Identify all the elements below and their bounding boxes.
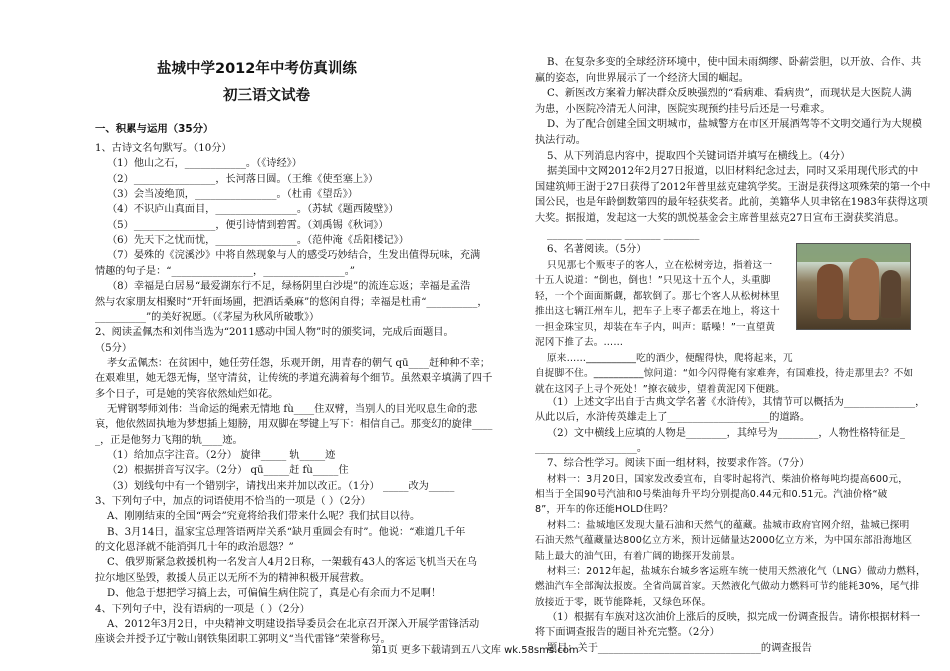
text-line: 情趣的句子是：“________________，________________。” — [95, 265, 356, 277]
text-line: 8”，开车的你还能HOLD住吗？ — [535, 504, 673, 516]
text-line: 陆上最大的油气田，有着广阔的勘探开发前景。 — [535, 550, 741, 562]
text-line: 放接近于零，既节能降耗，又绿色环保。 — [535, 596, 712, 608]
text-line: （8）幸福是白居易“最爱湖东行不足，绿杨阴里白沙堤”的流连忘返；幸福是孟浩 — [107, 281, 471, 293]
text-line: 燃油汽车全部淘汰报废。全省尚属首家。天然液化气做动力燃料可节约能耗30%，尾气排 — [535, 581, 920, 593]
reading-line: 只见那七个贩枣子的客人，立在松树旁边，指着这一 — [547, 260, 773, 271]
text-line: （1）给加点字注音。（2分） 旋律_____ 轨_____迹 — [107, 450, 336, 461]
text-line: 5、从下列消息内容中，提取四个关键词语并填写在横线上。（4分） — [547, 150, 851, 162]
text-line: C、新医改方案着力解决群众反映强烈的“看病难、看病贵”，而现状是大医院人满 — [547, 88, 912, 100]
text-line: D、为了配合创建全国文明城市，盐城警方在市区开展酒驾等不文明交通行为大规模 — [547, 119, 922, 131]
text-line: 从此以后，水浒传英雄走上了____________________的道路。 — [535, 412, 811, 424]
illustration-photo — [796, 243, 911, 330]
text-line: （1）他山之石，____________。（《诗经》） — [107, 158, 302, 170]
reading-line: 推出这七辆江州车儿，把车子上枣子都丢在地上，将这十 — [535, 306, 780, 318]
reading-line: 泥冈下推了去。…… — [535, 337, 624, 348]
text-line: C、俄罗斯紧急救援机构一名发言人4月2日称，一架载有43人的客运飞机当天在乌 — [107, 557, 477, 569]
text-line: 4、下列句子中，没有语病的一项是（ ）（2分） — [95, 603, 310, 615]
page-footer: 第1页 更多下载请到五八文库 wk.58sms.com — [371, 645, 579, 656]
text-line: __________”的美好祝愿。（《茅屋为秋风所破歌》） — [95, 311, 320, 323]
reading-line: 原来……__________吃的酒少，便醒得快，爬将起来，兀 — [547, 353, 793, 364]
text-line: _，正是他努力飞翔的轨____迹。 — [95, 434, 243, 446]
text-line: （5）________________，便引诗情到碧霄。（刘禹锡《秋词》） — [107, 219, 389, 231]
text-line: 1、古诗文名句默写。（10分） — [95, 143, 232, 154]
text-line: （1）根据有车族对这次油价上涨后的反映，拟完成一份调查报告。请你根据材料一 — [547, 611, 921, 623]
text-line: 执法行动。 — [535, 135, 586, 146]
text-line: （2）________________，长河落日圆。（王维《使至塞上》） — [107, 173, 379, 185]
text-line: A、刚刚结束的全国“两会”究竟将给我们带来什么呢？我们拭目以待。 — [107, 511, 421, 523]
exam-title: 盐城中学2012年中考仿真训练 — [157, 61, 357, 77]
text-line: 多个日子，可是她的笑容依然灿烂如花。 — [95, 388, 279, 400]
text-line: （7）晏殊的《浣溪沙》中将自然现象与人的感受巧妙结合，生发出值得玩味，充满 — [107, 250, 481, 262]
text-line: 座谈会并授予辽宁鞍山钢铁集团职工郭明义“当代雷锋”荣誉称号。 — [95, 634, 391, 646]
reading-line: 轻，一个个面面厮觑，都软倒了。那七个客人从松树林里 — [535, 290, 780, 302]
text-line: 据美国中文网2012年2月27日报道，以旧材料纪念过去，同时又采用现代形式的中 — [547, 166, 919, 178]
text-line: 材料二：盐城地区发现大量石油和天然气的蕴藏。盐城市政府官网介绍，盐城已探明 — [547, 519, 910, 531]
text-line: 国建筑师王澍于27日获得了2012年普里兹克建筑学奖。王澍是获得这项殊荣的第一个中 — [535, 181, 931, 193]
text-line: （6）先天下之忧而忧，________________。（范仲淹《岳阳楼记》） — [107, 235, 409, 247]
text-line: 在艰难里，她无怨无悔，坚守清贫，让传统的孝道充满着每个细节。虽然艰辛填满了四千 — [95, 373, 493, 385]
text-line: 拉尔地区坠毁，救援人员正以无所不为的精神积极开展营救。 — [95, 572, 371, 584]
text-line: （4）不识庐山真面目，________________。（苏轼《题西陵壁》） — [107, 204, 399, 216]
text-line: 哀，他依然固执地为梦想插上翅膀，用双脚在琴键上写下：相信自己。那变幻的旋律____ — [95, 419, 493, 431]
text-line: 为患，小医院冷清无人问津，医院实现预约挂号后还是一号难求。 — [535, 103, 831, 115]
reading-line: 就在这冈子上寻个死处！”撩衣破步，望着黄泥冈下便跳。 — [535, 383, 786, 395]
text-line: 孝女孟佩杰：在贫困中，她任劳任怨，乐观开朗，用青春的朝气 qū____赶种种不幸； — [107, 357, 491, 369]
text-line: D、他急于想把学习搞上去，可偏偏生病住院了，真是心有余而力不足啊！ — [107, 588, 442, 600]
text-line: 材料一：3月20日，国家发改委宣布，自零时起将汽、柴油价格每吨均提高600元， — [547, 473, 909, 485]
text-line: 2、阅读孟佩杰和刘伟当选为“2011感动中国人物”时的颁奖词，完成后面题目。 — [95, 327, 454, 339]
text-line: 大奖。据报道，发起这一大奖的凯悦基金会主席普里兹克27日宣布王澍获奖消息。 — [535, 213, 905, 224]
text-line: 3、下列句子中，加点的词语使用不恰当的一项是（ ）（2分） — [95, 496, 371, 508]
text-line: 7、综合性学习。阅读下面一组材料，按要求作答。（7分） — [547, 458, 810, 470]
text-line: B、在复杂多变的全球经济环境中，使中国未雨绸缪、卧薪尝胆，以开放、合作、共 — [547, 57, 922, 68]
text-line: ____________________。 — [535, 443, 648, 455]
text-line: 国公民，也是年龄倒数第四的最年轻获奖者。此前，美籍华人贝聿铭在1983年获得这项 — [535, 197, 928, 209]
text-line: 材料三：2012年起，盐城东台城乡客运班车统一使用天然液化气（LNG）做动力燃料， — [547, 565, 926, 577]
text-line: 石油天然气蕴藏量达800亿立方米，预计远储量达2000亿立方米，为中国东部沿海地区 — [535, 535, 913, 547]
text-line: 然与农家朋友相聚时“开轩面场圃，把酒话桑麻”的悠闲自得；幸福是杜甫“__________， — [95, 296, 488, 308]
section-heading: 一、积累与运用（35分） — [95, 123, 214, 135]
text-line: （2）文中横线上应填的人物是________，其绰号为________，人物性格特征是_ — [547, 427, 905, 439]
text-line: （3）会当凌绝顶，________________。（杜甫《望岳》） — [107, 189, 358, 201]
text-line: B、3月14日，温家宝总理答语两岸关系“缺月重圆会有时”。他说：“难道几千年 — [107, 526, 466, 538]
text-line: 的文化恩泽就不能消弭几十年的政治恩怨？” — [95, 542, 294, 554]
text-line: 题目：关于________________________________的调查报告 — [547, 642, 812, 654]
text-line: _______ _______ _______ _______ — [547, 228, 700, 240]
reading-line: 十五人说道：“倒也，倒也！”只见这十五个人，头重脚 — [535, 275, 771, 287]
text-line: 赢的姿态，向世界展示了一个经济大国的崛起。 — [535, 72, 749, 84]
text-line: （5分） — [95, 342, 133, 354]
text-line: 将下面调查报告的题目补充完整。（2分） — [535, 627, 720, 639]
reading-line: 一担金珠宝贝，却装在车子内，叫声：聒噪！”一直望黄 — [535, 321, 776, 333]
text-line: （3）划线句中有一个错别字，请找出来并加以改正。（1分） _____改为_____ — [107, 480, 455, 492]
exam-subtitle: 初三语文试卷 — [223, 88, 310, 104]
text-line: 6、名著阅读。（5分） — [547, 244, 647, 256]
text-line: （2）根据拼音写汉字。（2分） qū_____赶 fù_____住 — [107, 465, 349, 477]
text-line: 相当于全国90号汽油和0号柴油每升平均分别提高0.44元和0.51元。汽油价格“破 — [535, 489, 888, 501]
reading-line: 自捉脚不住。__________惊问道：“如今闪得俺有家难奔，有国难投，待走那里去？不如 — [535, 368, 914, 380]
text-line: A、2012年3月2日，中央精神文明建设指导委员会在北京召开深入开展学雷锋活动 — [107, 618, 480, 630]
text-line: （1）上述文字出自于古典文学名著《水浒传》，其情节可以概括为______________， — [547, 397, 926, 408]
text-line: 无臂钢琴师刘伟：当命运的绳索无情地 fù____住双臂，当别人的目光叹息生命的悲 — [107, 403, 478, 415]
